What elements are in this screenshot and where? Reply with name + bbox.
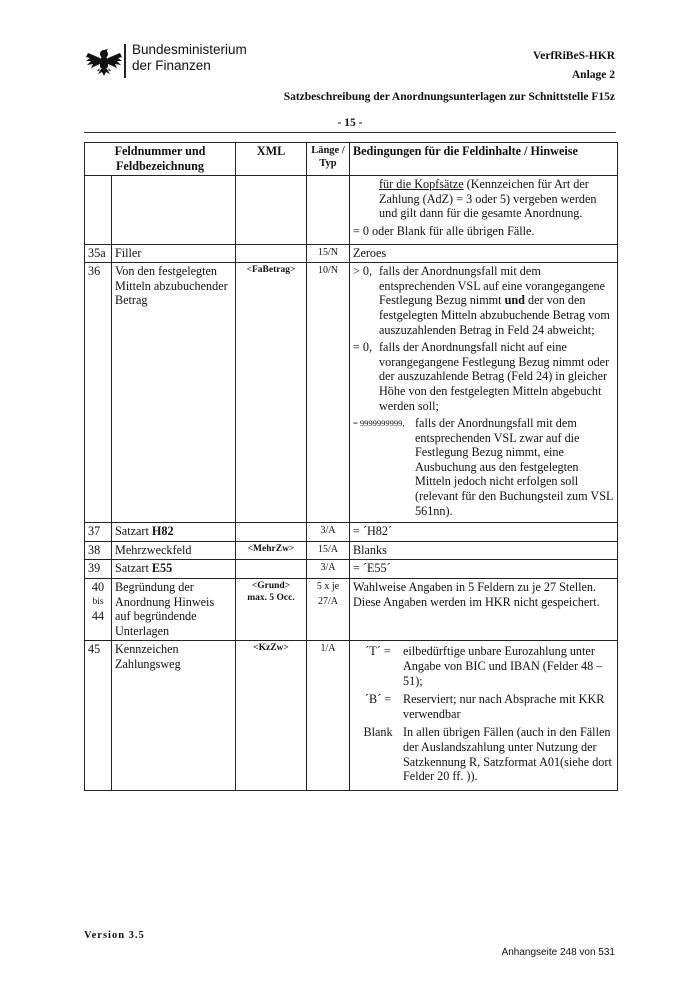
table-row-37 [85, 523, 618, 542]
cell-xml: <KzZw> [236, 641, 307, 790]
field-description-table [84, 142, 618, 791]
ministry-line-2: der Finanzen [132, 58, 211, 73]
cell-conditions: Zeroes [350, 244, 618, 263]
annex-label: Anlage 2 [571, 69, 615, 81]
cell-conditions: = ´H82´ [350, 523, 618, 542]
condition-option: > 0, falls der Anordnungsfall mit dem entsprechenden VSL auf eine vorangegangene Festlegung Bezug nimmt und der von den festgelegten Mitteln abzubuchende Betrag vom auszuzahlenden Betrag in Feld 24 abweicht; [353, 264, 610, 337]
cell-xml: <Grund> max. 5 Occ. [236, 579, 307, 641]
document-code: VerfRiBeS-HKR [533, 50, 615, 62]
continuation-text: für die Kopfsätze (Kennzeichen für Art der Zahlung (AdZ) = 3 oder 5) vergeben werden und gilt dann für die gesamte Anordnung. [379, 177, 597, 221]
cell-length: 15/N [307, 244, 350, 263]
cell-conditions [350, 641, 618, 790]
cell-field-number: 40 bis 44 [85, 579, 112, 641]
cell-field-name: Von den festgelegten Mitteln abzubuchender Betrag [112, 263, 236, 523]
cell-length: 10/N [307, 263, 350, 523]
table-header-row [85, 143, 618, 176]
continuation-else: = 0 oder Blank für alle übrigen Fälle. [353, 223, 535, 238]
federal-eagle-logo [84, 44, 124, 80]
document-title: Satzbeschreibung der Anordnungsunterlagen zur Schnittstelle F15z [283, 91, 615, 103]
cell-xml: <MehrZw> [236, 541, 307, 560]
cell-conditions [350, 263, 618, 523]
page-number: - 15 - [337, 117, 363, 129]
cell-length: 5 x je 27/A [307, 579, 350, 641]
table-row-45 [85, 641, 618, 790]
cell-length: 3/A [307, 560, 350, 579]
table-row-continuation [85, 176, 618, 244]
cell-field-name: Kennzeichen Zahlungsweg [112, 641, 236, 790]
cell-field-name: Filler [112, 244, 236, 263]
condition-option: ´B´ = Reserviert; nur nach Absprache mit KKR verwendbar [364, 692, 605, 721]
cell-field-number: 36 [85, 263, 112, 523]
cell-xml: <FaBetrag> [236, 263, 307, 523]
table-row-36 [85, 263, 618, 523]
table-row-40-44 [85, 579, 618, 641]
table-row-35a [85, 244, 618, 263]
cell-field-number: 37 [85, 523, 112, 542]
header-length: Länge / Typ [307, 143, 350, 176]
cell-conditions [350, 176, 618, 244]
cell-field-number: 39 [85, 560, 112, 579]
cell-field-name: Satzart E55 [112, 560, 236, 579]
ministry-name [132, 42, 247, 74]
cell-length: 1/A [307, 641, 350, 790]
cell-length: 3/A [307, 523, 350, 542]
condition-option: = 9999999999, falls der Anordnungsfall mit dem entsprechenden VSL zwar auf die Festlegung Bezug nimmt, eine Ausbuchung aus den festgelegten Mitteln jedoch nicht erfolgen soll (relevant für den Buchungsteil zum VSL 561nn). [353, 416, 613, 518]
cell-field-name: Satzart H82 [112, 523, 236, 542]
logo-divider [124, 44, 126, 78]
underlined-text: für die Kopfsätze [379, 177, 464, 192]
cell-field-number: 35a [85, 244, 112, 263]
version-label: Version 3.5 [84, 930, 145, 941]
cell-conditions: Blanks [350, 541, 618, 560]
cell-conditions: Wahlweise Angaben in 5 Feldern zu je 27 Stellen. Diese Angaben werden im HKR nicht gespeichert. [350, 579, 618, 641]
table-row-39 [85, 560, 618, 579]
ministry-line-1: Bundesministerium [132, 42, 247, 57]
header-conditions: Bedingungen für die Feldinhalte / Hinweise [350, 143, 618, 176]
header-rule [84, 132, 616, 133]
condition-option: ´T´ = eilbedürftige unbare Eurozahlung unter Angabe von BIC und IBAN (Felder 48 – 51); [365, 644, 603, 688]
condition-option: = 0, falls der Anordnungsfall nicht auf eine vorangegangene Festlegung Bezug nimmt oder der auszuzahlende Betrag (Feld 24) in gleicher Höhe von den festgelegten Mitteln abgebucht werden soll; [353, 340, 610, 413]
cell-length: 15/A [307, 541, 350, 560]
header-feld: Feldnummer und Feldbezeichnung [85, 143, 236, 176]
cell-field-name: Begründung der Anordnung Hinweis auf begründende Unterlagen [112, 579, 236, 641]
condition-option: Blank In allen übrigen Fällen (auch in den Fällen der Auslandszahlung unter Nutzung der Satzkennung R, Satzformat A01(siehe dort Felder 20 ff. )). [363, 725, 612, 784]
cell-field-name: Mehrzweckfeld [112, 541, 236, 560]
appendix-page-number: Anhangseite 248 von 531 [501, 947, 615, 958]
cell-field-number: 38 [85, 541, 112, 560]
cell-conditions: = ´E55´ [350, 560, 618, 579]
cell-field-number: 45 [85, 641, 112, 790]
table-row-38 [85, 541, 618, 560]
header-xml: XML [236, 143, 307, 176]
